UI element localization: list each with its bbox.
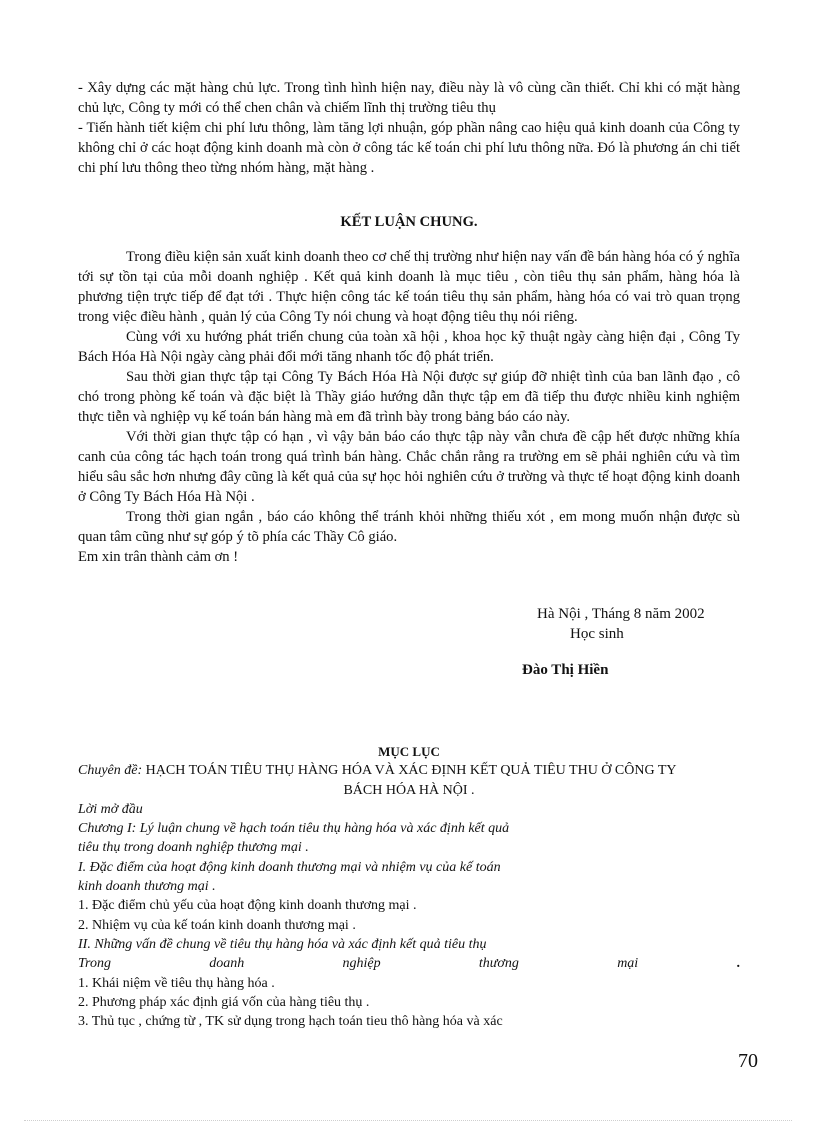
toc-item-5: 3. Thủ tục , chứng từ , TK sử dụng trong hạch toán tieu thô hàng hóa và xác (78, 1014, 503, 1030)
toc-subject-label: Chuyên đề: (78, 763, 143, 779)
signer-role: Học sinh (570, 626, 624, 642)
page-number: 70 (738, 1050, 758, 1072)
toc-section-1-line-1: I. Đặc điểm của hoạt động kinh doanh thương mại và nhiệm vụ của kế toán (78, 859, 501, 875)
conclusion-paragraph-5: Trong thời gian ngắn , báo cáo không thể tránh khỏi những thiếu xót , em mong muốn nhận được sù quan tâm cũng như sự góp ý tõ phía các Thầy Cô giáo. (78, 509, 740, 545)
conclusion-paragraph-2: Cùng với xu hướng phát triển chung của toàn xã hội , khoa học kỹ thuật ngày càng hiện đại , Công Ty Bách Hóa Hà Nội ngày càng phải đổi mới tăng nhanh tốc độ phát triển. (78, 329, 740, 365)
toc-heading: MỤC LỤC (378, 744, 440, 759)
toc-subject-line-2: BÁCH HÓA HÀ NỘI . (343, 782, 475, 798)
toc-word: . (736, 956, 740, 972)
toc-word: doanh (209, 956, 245, 972)
intro-paragraph-2: - Tiến hành tiết kiệm chi phí lưu thông, làm tăng lợi nhuận, góp phần nâng cao hiệu quả kinh doanh của Công ty không chỉ ở các hoạt động kinh doanh mà còn ở công tác kế toán chi phí lưu thông nữa. Đó là phương án chi tiết chi phí lưu thông theo từng nhóm hàng, mặt hàng . (78, 120, 740, 176)
place-date: Hà Nội , Tháng 8 năm 2002 (537, 606, 705, 622)
conclusion-paragraph-4: Với thời gian thực tập có hạn , vì vậy bản báo cáo thực tập này vẫn chưa đề cập hết được những khía canh của công tác hạch toán trong quá trình bán hàng. Chắc chắn rằng ra trường em sẽ phải nghiên cứu và tìm hiểu sâu sắc hơn nhưng đây cũng là kết quả của sự học hỏi nghiên cứu ở trường và thực tế hoạt động kinh doanh ở Công Ty Bách Hóa Hà Nội . (78, 429, 740, 505)
conclusion-paragraph-1: Trong điều kiện sản xuất kinh doanh theo cơ chế thị trường như hiện nay vấn đề bán hàng hóa có ý nghĩa tới sự tồn tại của mỗi doanh nghiệp . Kết quả kinh doanh là mục tiêu , còn tiêu thụ sản phẩm, hàng hóa là phương tiện trực tiếp để đạt tới . Thực hiện công tác kế toán tiêu thụ sản phẩm, hàng hóa có vai trò quan trọng trong việc điều hành , quản lý của Công Ty nói chung và hoạt động tiêu thụ nói riêng. (78, 249, 740, 325)
intro-section (78, 78, 740, 178)
toc-section-2-line-1: II. Những vấn đề chung về tiêu thụ hàng hóa và xác định kết quả tiêu thụ (78, 936, 487, 952)
toc-item-loi-mo-dau: Lời mở đầu (78, 801, 143, 817)
toc-section-2-line-2 (78, 954, 740, 973)
toc-item-3: 1. Khái niệm về tiêu thụ hàng hóa . (78, 975, 275, 991)
toc-item-2: 2. Nhiệm vụ của kế toán kinh doanh thương mại . (78, 917, 356, 933)
toc-chapter-1-line-1: Chương I: Lý luận chung về hạch toán tiêu thụ hàng hóa và xác định kết quả (78, 821, 510, 837)
page-bottom-divider (24, 1120, 792, 1121)
conclusion-body (78, 247, 740, 567)
toc-word: mại (617, 956, 639, 972)
toc-subject (78, 761, 740, 780)
toc-subject-text: HẠCH TOÁN TIÊU THỤ HÀNG HÓA VÀ XÁC ĐỊNH KẾT QUẢ TIÊU THU Ở CÔNG TY (142, 763, 677, 779)
thanks-line: Em xin trân thành cảm ơn ! (78, 549, 239, 565)
conclusion-paragraph-3: Sau thời gian thực tập tại Công Ty Bách Hóa Hà Nội được sự giúp đỡ nhiệt tình của ban lãnh đạo , cô chó trong phòng kế toán và đặc biệt là Thầy giáo hướng dẫn thực tập em đã tiếp thu được nhiều kinh nghiệm thực tiễn và nghiệp vụ kế toán bán hàng mà em đã trình bày trong bảng báo cáo này. (78, 369, 740, 425)
author-name: Đào Thị Hiền (522, 662, 609, 678)
toc-word: thương (478, 956, 519, 972)
toc-word: nghiệp (342, 956, 381, 972)
conclusion-title: KẾT LUẬN CHUNG. (340, 214, 478, 230)
toc-item-4: 2. Phương pháp xác định giá vốn của hàng tiêu thụ . (78, 994, 370, 1010)
table-of-contents (78, 742, 740, 1031)
toc-section-1-line-2: kinh doanh thương mại . (78, 879, 216, 895)
intro-paragraph-1: - Xây dựng các mặt hàng chủ lực. Trong tình hình hiện nay, điều này là vô cùng cần thiết. Chỉ khi có mặt hàng chủ lực, Công ty mới có thể chen chân và chiếm lĩnh thị trường tiêu thụ (78, 80, 740, 116)
toc-item-1: 1. Đặc điểm chủ yếu của hoạt động kinh doanh thương mại . (78, 898, 417, 914)
toc-chapter-1-line-2: tiêu thụ trong doanh nghiệp thương mại . (78, 840, 309, 856)
toc-word: Trong (78, 956, 111, 972)
